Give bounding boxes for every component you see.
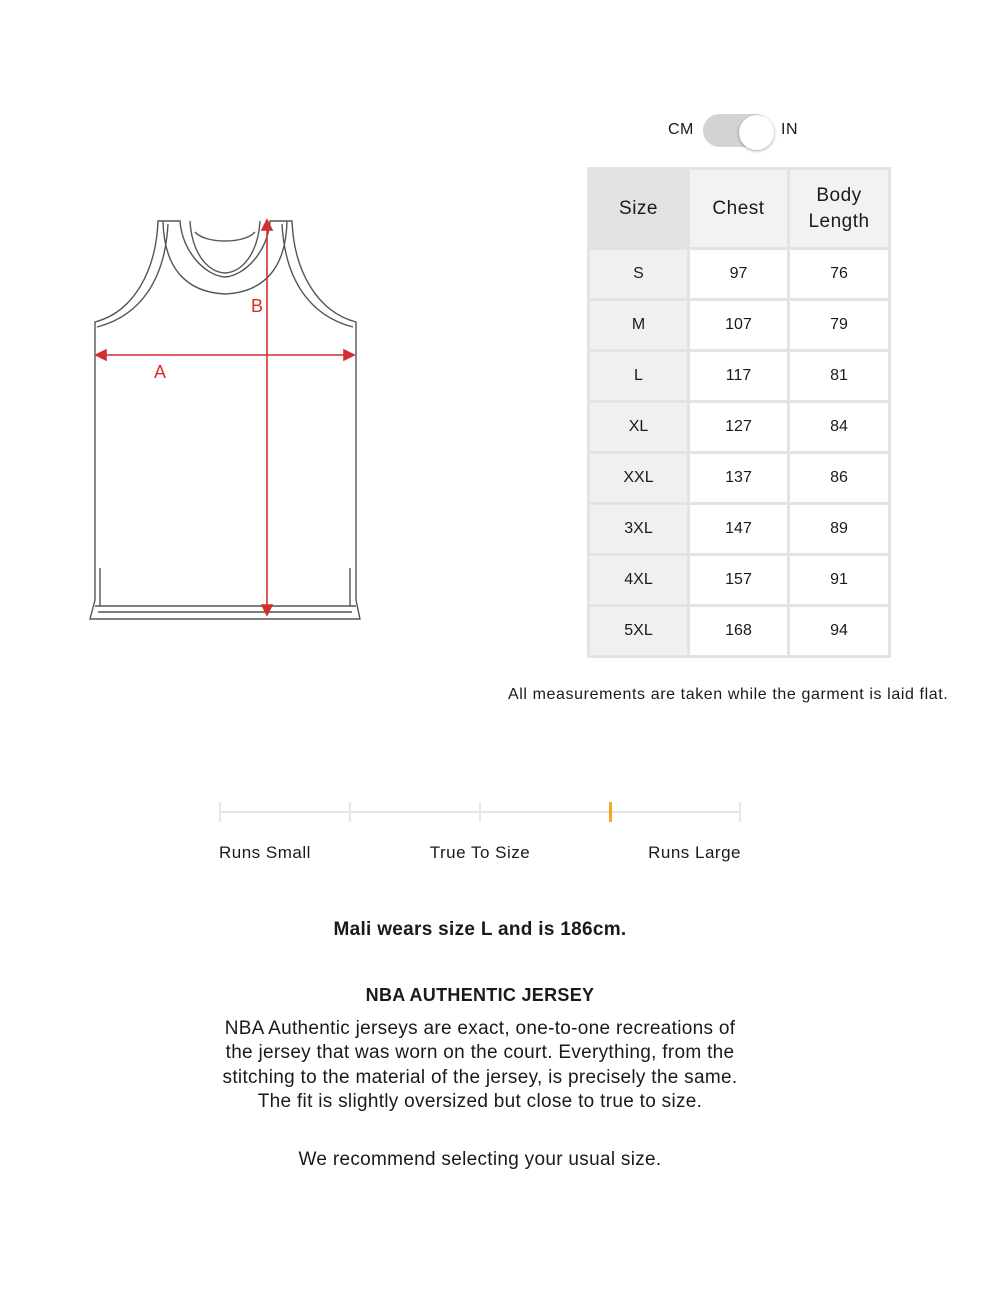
header-size: Size xyxy=(589,169,689,249)
fit-scale-tick xyxy=(219,802,221,822)
chest-cell: 147 xyxy=(689,504,789,555)
table-row xyxy=(589,504,890,555)
unit-in-label[interactable]: IN xyxy=(781,121,798,138)
fit-label-runs-large: Runs Large xyxy=(648,843,741,862)
size-table-header xyxy=(589,169,890,249)
measure-label-b: B xyxy=(250,296,264,316)
measurement-note: All measurements are taken while the garment is laid flat. xyxy=(508,686,949,703)
chest-cell: 157 xyxy=(689,555,789,606)
table-row xyxy=(589,300,890,351)
product-description: NBA Authentic jerseys are exact, one-to-one recreations of the jersey that was worn on the court. Everything, from the stitching to the material of the jersey, is precisely the same. The fit is slightly oversized but close to true to size. xyxy=(222,1018,738,1113)
measure-label-a: A xyxy=(153,362,167,382)
body-length-cell: 81 xyxy=(789,351,890,402)
fit-scale-tick xyxy=(349,802,351,822)
fit-scale-marker xyxy=(609,802,612,822)
size-cell: 3XL xyxy=(589,504,689,555)
product-title: NBA AUTHENTIC JERSEY xyxy=(365,985,595,1005)
size-cell: S xyxy=(589,249,689,300)
size-cell: L xyxy=(589,351,689,402)
body-length-cell: 94 xyxy=(789,606,890,657)
chest-cell: 117 xyxy=(689,351,789,402)
chest-cell: 97 xyxy=(689,249,789,300)
chest-cell: 168 xyxy=(689,606,789,657)
size-cell: M xyxy=(589,300,689,351)
jersey-diagram xyxy=(85,212,370,632)
size-cell: 5XL xyxy=(589,606,689,657)
model-size-note: Mali wears size L and is 186cm. xyxy=(333,919,627,940)
fit-scale-tick xyxy=(479,802,481,822)
table-row xyxy=(589,402,890,453)
header-body-length: Body Length xyxy=(789,169,890,249)
size-chart-table xyxy=(587,167,891,658)
body-length-cell: 86 xyxy=(789,453,890,504)
table-row xyxy=(589,606,890,657)
unit-switch[interactable] xyxy=(703,114,772,147)
chest-cell: 137 xyxy=(689,453,789,504)
fit-scale xyxy=(219,802,741,822)
fit-label-runs-small: Runs Small xyxy=(219,843,311,862)
measure-arrow-a xyxy=(96,350,354,360)
body-length-cell: 91 xyxy=(789,555,890,606)
product-recommendation: We recommend selecting your usual size. xyxy=(298,1149,662,1170)
measure-arrow-b xyxy=(262,220,272,615)
table-row xyxy=(589,453,890,504)
header-chest: Chest xyxy=(689,169,789,249)
fit-scale-tick xyxy=(739,802,741,822)
body-length-cell: 89 xyxy=(789,504,890,555)
body-length-cell: 76 xyxy=(789,249,890,300)
body-length-cell: 84 xyxy=(789,402,890,453)
body-length-cell: 79 xyxy=(789,300,890,351)
chest-cell: 127 xyxy=(689,402,789,453)
table-row xyxy=(589,351,890,402)
unit-toggle[interactable] xyxy=(668,112,803,148)
size-cell: 4XL xyxy=(589,555,689,606)
table-row xyxy=(589,249,890,300)
chest-cell: 107 xyxy=(689,300,789,351)
size-cell: XL xyxy=(589,402,689,453)
size-cell: XXL xyxy=(589,453,689,504)
fit-label-true-to-size: True To Size xyxy=(429,843,531,862)
unit-cm-label[interactable]: CM xyxy=(668,121,694,138)
table-row xyxy=(589,555,890,606)
unit-switch-knob[interactable] xyxy=(739,115,774,150)
